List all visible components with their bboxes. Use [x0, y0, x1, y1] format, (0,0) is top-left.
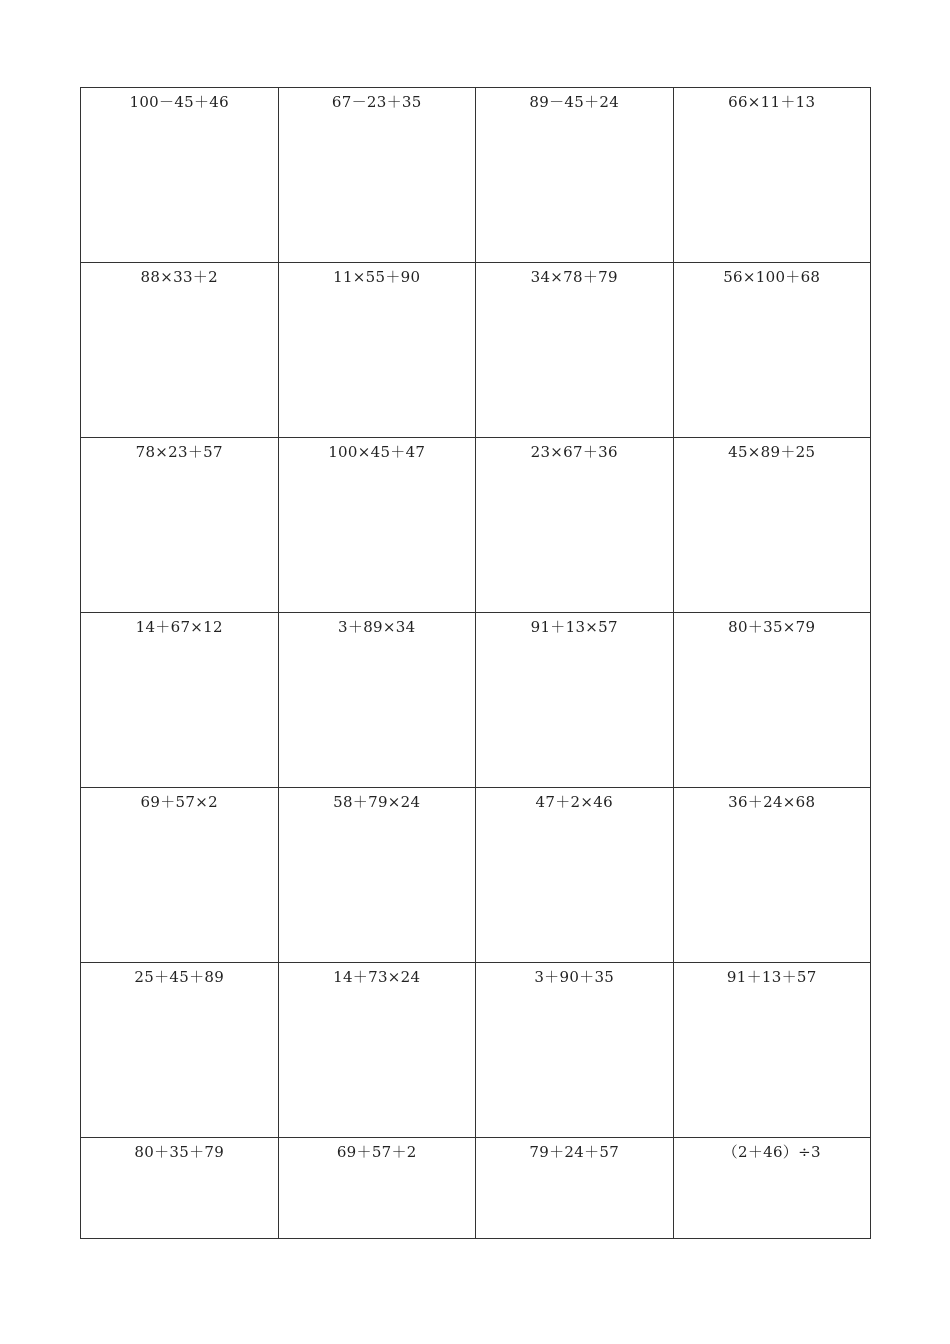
- problem-cell: [673, 438, 871, 613]
- problem-expression: 45×89＋25: [728, 443, 816, 461]
- problem-expression: 25＋45＋89: [134, 968, 225, 986]
- problem-cell: [81, 438, 279, 613]
- problem-expression: 88×33＋2: [140, 268, 218, 286]
- worksheet-body: [81, 88, 871, 1239]
- problem-cell: [278, 788, 476, 963]
- problem-expression: 23×67＋36: [530, 443, 618, 461]
- worksheet-row-2: [81, 263, 871, 438]
- problem-cell: [81, 788, 279, 963]
- problem-cell: [673, 613, 871, 788]
- problem-expression: 58＋79×24: [333, 793, 421, 811]
- worksheet-row-1: [81, 88, 871, 263]
- problem-expression: 56×100＋68: [723, 268, 821, 286]
- problem-expression: 78×23＋57: [135, 443, 223, 461]
- problem-expression: 100－45＋46: [129, 93, 229, 111]
- problem-cell: [278, 438, 476, 613]
- problem-cell: [673, 963, 871, 1138]
- problem-cell: [278, 1138, 476, 1239]
- worksheet-row-3: [81, 438, 871, 613]
- problem-cell: [673, 1138, 871, 1239]
- problem-cell: [476, 1138, 674, 1239]
- problem-cell: [476, 263, 674, 438]
- problem-expression: 14＋67×12: [135, 618, 223, 636]
- problem-expression: 91＋13×57: [530, 618, 618, 636]
- problem-expression: 100×45＋47: [328, 443, 426, 461]
- problem-cell: [278, 263, 476, 438]
- problem-expression: 91＋13＋57: [726, 968, 817, 986]
- problem-expression: 69＋57＋2: [336, 1143, 417, 1161]
- problem-expression: 66×11＋13: [728, 93, 816, 111]
- problem-expression: 69＋57×2: [140, 793, 218, 811]
- problem-cell: [476, 788, 674, 963]
- problem-cell: [278, 88, 476, 263]
- problem-expression: 14＋73×24: [333, 968, 421, 986]
- problem-expression: 11×55＋90: [333, 268, 421, 286]
- worksheet-row-6: [81, 963, 871, 1138]
- problem-expression: 47＋2×46: [535, 793, 613, 811]
- problem-expression: （2＋46）÷3: [722, 1143, 821, 1161]
- problem-cell: [81, 963, 279, 1138]
- problem-cell: [673, 788, 871, 963]
- problem-expression: 79＋24＋57: [529, 1143, 620, 1161]
- problem-expression: 3＋89×34: [338, 618, 416, 636]
- problem-expression: 80＋35＋79: [134, 1143, 225, 1161]
- problem-cell: [476, 963, 674, 1138]
- problem-cell: [81, 613, 279, 788]
- problem-cell: [81, 263, 279, 438]
- worksheet-row-5: [81, 788, 871, 963]
- problem-cell: [476, 88, 674, 263]
- problem-expression: 67－23＋35: [331, 93, 422, 111]
- problem-expression: 36＋24×68: [728, 793, 816, 811]
- problem-cell: [673, 88, 871, 263]
- problem-cell: [81, 88, 279, 263]
- problem-cell: [278, 963, 476, 1138]
- problem-cell: [81, 1138, 279, 1239]
- problem-expression: 89－45＋24: [529, 93, 620, 111]
- worksheet-row-4: [81, 613, 871, 788]
- problem-cell: [278, 613, 476, 788]
- problem-expression: 34×78＋79: [530, 268, 618, 286]
- arithmetic-worksheet-grid: [80, 87, 871, 1239]
- problem-cell: [476, 438, 674, 613]
- problem-cell: [476, 613, 674, 788]
- problem-cell: [673, 263, 871, 438]
- problem-expression: 3＋90＋35: [534, 968, 615, 986]
- worksheet-row-7: [81, 1138, 871, 1239]
- problem-expression: 80＋35×79: [728, 618, 816, 636]
